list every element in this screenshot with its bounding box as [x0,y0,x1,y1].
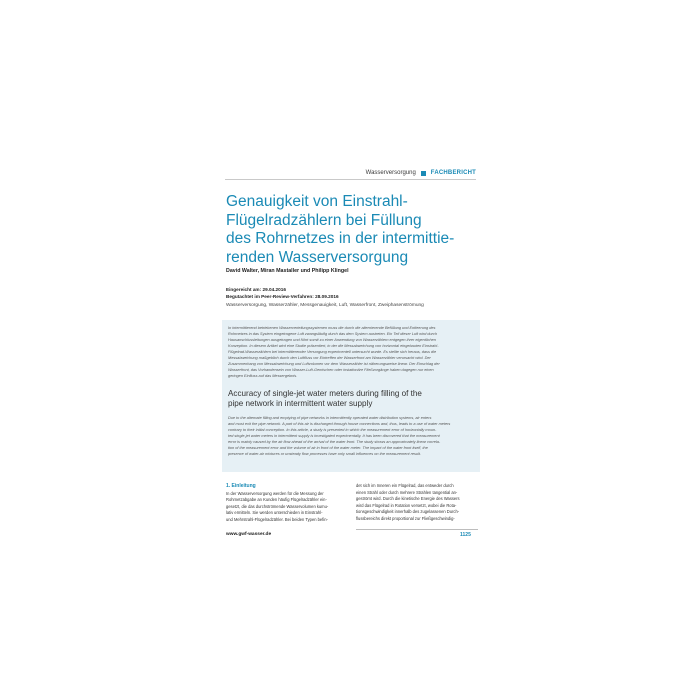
abstract-line: Konzeption. In diesem Artikel wird eine Studie präsentiert, in der die Messabweichung von horizontal eingebauten Einstrahl- [228,344,439,349]
abstract-line: Flügelrad-Wasserzählern bei intermittierender Versorgung experimentell untersucht wurde. Es stellte sich heraus, dass die [228,350,437,355]
body-text [356,483,478,523]
submitted-date: Eingereicht am: 29.04.2016 [226,287,286,292]
body-line: tionsgeschwindigkeit innerhalb des zugelassenen Durch- [356,509,460,515]
abstract-german [228,325,474,379]
footer-divider [356,529,478,530]
abstract-line: and must exit the pipe network. A part of this air is discharged through house connections and, thus, leads to a use of water meters [228,422,451,427]
abstract-line: Zusammenhang von Messabweichung und Luftvolumen vor dem Wasserzähler ist näherungsweise linear. Der Einschlag der [228,362,440,367]
body-line: geströmt wird. Durch die kinetische Energie des Wassers [356,496,460,502]
body-line: In der Wasserversorgung werden für die Messung der [226,490,324,496]
section-marker-icon [421,171,426,176]
body-line: einen Strahl oder durch mehrere Strahlen tangential an- [356,489,458,495]
english-title [228,389,474,409]
abstract-line: geringen Einfluss auf das Messergebnis. [228,374,298,379]
review-date: Begutachtet im Peer-Review-Verfahren: 28.09.2016 [226,294,339,299]
section-heading: 1. Einleitung [226,483,256,489]
abstract-line: contrary to their initial conception. In this article, a study is presented in which the measurement error of horizontally moun- [228,428,437,433]
header-divider [225,179,476,180]
abstract-box [222,320,480,472]
abstract-line: In intermittierend betriebenen Wasserverteilungssystemen muss die durch die alternierende Befüllung und Entleerung des [228,326,436,330]
body-line: und Mehrstrahl-Flügelradzähler. Bei beiden Typen befin- [226,516,328,522]
authors: David Walter, Miran Mastaller und Philipp Klingel [226,268,349,274]
body-column-right [356,483,478,523]
article-title [226,193,481,267]
body-line: lativ ermitteln. Sie werden unterschieden in Einstrahl- [226,510,323,516]
section-label: Wasserversorgung [365,170,416,176]
title-line: des Rohrnetzes in der intermittie- [226,230,455,247]
title-line: renden Wasserversorgung [226,248,409,266]
abstract-line: Due to the alternate filling and emptying of pipe networks in intermittently operated water distribution systems, air enters [228,416,432,420]
abstract-line: Rohrnetzes in das System eingetragene Luft zwangsläufig durch das dem System austreten. Ein Teil dieser Luft wird durch [228,332,438,337]
footer-url: www.gwf-wasser.de [226,532,272,537]
running-header [300,170,476,176]
body-line: gesetzt, die das durchströmende Wasservolumen kumu- [226,503,329,509]
abstract-line: ted single-jet water meters in intermittent supply is investigated experimentally. It has been discovered that the measurement [228,434,440,439]
abstract-english [228,415,474,457]
body-line: flussbereichs direkt proportional zur Fließgeschwindig- [356,515,455,521]
article-type-tag: FACHBERICHT [430,170,476,176]
body-text [226,491,344,524]
body-line: det sich im Inneren ein Flügelrad, das entweder durch [356,483,454,488]
body-line: Rohrnetzabgabe an Kunden häufig Flügelradzähler ein- [226,497,327,503]
abstract-line: Messabweichung maßgeblich durch den Luftfluss vor Eintreffen der Wasserfront am Wasserzähler verursacht wird. Der [228,356,431,361]
abstract-line: Hausanschlussleitungen ausgetragen und führt somit zu einer Anwendung von Wasserzählern entgegen ihrer eigentlichen [228,338,436,343]
page-number: 1125 [460,532,471,538]
title-line: Genauigkeit von Einstrahl- [226,193,408,210]
abstract-line: error is mainly caused by the air flow ahead of the arrival of the water front. The study shows an approximately linear correla- [228,440,441,445]
abstract-line: Wasserfront, das Vorhandensein von Wasser-Luft-Gemischen oder instationäre Fließvorgänge haben dagegen nur einen [228,368,434,373]
body-column-left [226,483,344,523]
abstract-line: presence of water-air mixtures or unsteady flow processes have only small influences on the measurement result. [228,452,422,457]
abstract-line: tion of the measurement error and the volume of air in front of the water meter. The impact of the water front itself, the [228,446,428,451]
english-title-line: Accuracy of single-jet water meters during filling of the [228,389,422,398]
body-line: wird das Flügelrad in Rotation versetzt, wobei die Rota- [356,502,457,508]
title-line: Flügelradzählern bei Füllung [226,211,422,229]
english-title-line: pipe network in intermittent water supply [228,399,373,408]
submission-dates [226,286,339,300]
keywords: Wasserversorgung, Wasserzähler, Messgenauigkeit, Luft, Wasserfront, Zweiphasenströmung [226,303,424,308]
